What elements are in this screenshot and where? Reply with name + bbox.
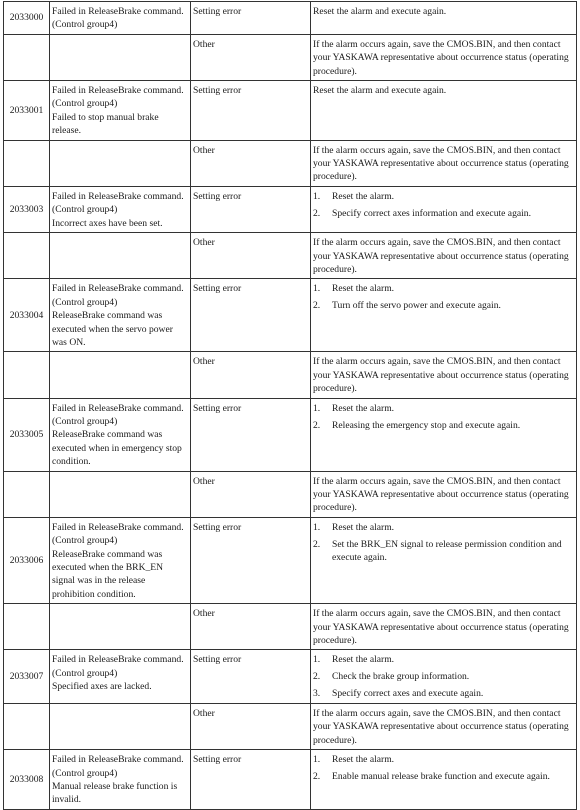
remedy-cell xyxy=(311,352,577,398)
step-number: 3. xyxy=(313,688,321,700)
table-row xyxy=(4,233,577,279)
step-text: Enable manual release brake function and execute again. xyxy=(332,771,550,783)
alarm-message-line: ReleaseBrake command was executed when the BRK_EN signal was in the release prohibition condition. xyxy=(52,548,164,600)
table-row xyxy=(4,750,577,810)
remedy-text: If the alarm occurs again, save the CMOS.BIN, and then contact your YASKAWA representative about occurrence status (operating procedure). xyxy=(313,38,569,77)
alarm-code-cell: 2033003 xyxy=(4,186,50,232)
step-number: 2. xyxy=(313,671,321,683)
alarm-code-cell xyxy=(4,34,50,80)
remedy-step xyxy=(313,299,574,312)
alarm-message-cell xyxy=(50,186,191,232)
remedy-steps xyxy=(313,753,574,783)
step-text: Reset the alarm. xyxy=(332,402,395,414)
remedy-text: If the alarm occurs again, save the CMOS.BIN, and then contact your YASKAWA representative about occurrence status (operating procedure). xyxy=(313,475,569,514)
table-row xyxy=(4,186,577,232)
step-number: 1. xyxy=(313,754,321,766)
table-row xyxy=(4,279,577,352)
alarm-code-cell: 2033000 xyxy=(4,2,50,35)
remedy-cell xyxy=(311,650,577,703)
cause-cell: Other xyxy=(191,140,311,186)
alarm-message-line: Failed to stop manual brake release. xyxy=(52,111,159,137)
alarm-message-cell xyxy=(50,233,191,279)
remedy-steps xyxy=(313,521,574,565)
cause-cell: Setting error xyxy=(191,398,311,471)
remedy-step xyxy=(313,282,574,295)
alarm-code-cell: 2033005 xyxy=(4,398,50,471)
cause-cell: Setting error xyxy=(191,81,311,141)
alarm-message-line: Failed in ReleaseBrake command. (Control group4) xyxy=(52,85,184,110)
alarm-message-line: Failed in ReleaseBrake command. (Control group4) xyxy=(52,283,184,308)
table-row xyxy=(4,471,577,517)
cause-cell: Other xyxy=(191,604,311,650)
remedy-text: If the alarm occurs again, save the CMOS.BIN, and then contact your YASKAWA representative about occurrence status (operating procedure). xyxy=(313,707,569,746)
remedy-cell xyxy=(311,398,577,471)
remedy-step xyxy=(313,753,574,766)
alarm-message-cell xyxy=(50,140,191,186)
cause-cell: Other xyxy=(191,233,311,279)
step-text: Reset the alarm. xyxy=(332,754,395,766)
step-text: Reset the alarm. xyxy=(332,283,395,295)
step-number: 1. xyxy=(313,654,321,666)
cause-cell: Setting error xyxy=(191,650,311,703)
step-text: Specify correct axes and execute again. xyxy=(332,688,484,700)
remedy-step xyxy=(313,207,574,220)
table-row xyxy=(4,34,577,80)
remedy-cell xyxy=(311,279,577,352)
remedy-text: If the alarm occurs again, save the CMOS.BIN, and then contact your YASKAWA representative about occurrence status (operating procedure). xyxy=(313,237,569,275)
alarm-code-cell: 2033008 xyxy=(4,750,50,810)
alarm-document xyxy=(3,1,577,810)
alarm-message-line: Failed in ReleaseBrake command. (Control group4) xyxy=(52,402,184,427)
alarm-message-cell xyxy=(50,34,191,80)
alarm-message-line: ReleaseBrake command was executed when the servo power was ON. xyxy=(52,310,173,348)
alarm-message-line: Failed in ReleaseBrake command. (Control group4) xyxy=(52,654,184,679)
remedy-step xyxy=(313,538,574,565)
step-text: Reset the alarm. xyxy=(332,654,395,666)
step-text: Set the BRK_EN signal to release permission condition and execute again. xyxy=(332,538,562,564)
table-row xyxy=(4,703,577,749)
remedy-cell xyxy=(311,233,577,279)
table-row xyxy=(4,604,577,650)
alarm-message-cell xyxy=(50,750,191,810)
cause-cell: Setting error xyxy=(191,279,311,352)
cause-cell: Setting error xyxy=(191,750,311,810)
remedy-cell xyxy=(311,34,577,80)
remedy-step xyxy=(313,521,574,534)
alarm-message-line: Manual release brake function is invalid. xyxy=(52,780,178,806)
alarm-message-cell xyxy=(50,352,191,398)
step-text: Reset the alarm. xyxy=(332,190,395,202)
alarm-message-cell xyxy=(50,604,191,650)
remedy-cell xyxy=(311,81,577,141)
alarm-message-cell xyxy=(50,703,191,749)
table-row xyxy=(4,2,577,35)
remedy-step xyxy=(313,190,574,203)
alarm-message-cell xyxy=(50,279,191,352)
step-number: 1. xyxy=(313,402,321,414)
remedy-text: Reset the alarm and execute again. xyxy=(313,85,447,97)
remedy-steps xyxy=(313,402,574,432)
cause-cell: Other xyxy=(191,352,311,398)
table-row xyxy=(4,398,577,471)
alarm-message-cell xyxy=(50,398,191,471)
remedy-cell xyxy=(311,604,577,650)
alarm-message-line: ReleaseBrake command was executed when in emergency stop condition. xyxy=(52,429,182,468)
alarm-message-cell xyxy=(50,517,191,603)
table-row xyxy=(4,352,577,398)
alarm-message-line: Failed in ReleaseBrake command. (Control group4) xyxy=(52,190,184,216)
cause-cell: Setting error xyxy=(191,2,311,35)
alarm-message-line: Incorrect axes have been set. xyxy=(52,217,163,229)
alarm-message-line: Failed in ReleaseBrake command. (Control group4) xyxy=(52,6,184,31)
alarm-code-cell xyxy=(4,233,50,279)
table-row xyxy=(4,650,577,703)
remedy-steps xyxy=(313,190,574,220)
alarm-message-cell xyxy=(50,650,191,703)
remedy-step xyxy=(313,670,574,683)
alarm-message-line: Specified axes are lacked. xyxy=(52,681,152,693)
remedy-cell xyxy=(311,517,577,603)
step-number: 2. xyxy=(313,207,321,219)
step-text: Turn off the servo power and execute again. xyxy=(332,300,501,312)
step-number: 1. xyxy=(313,521,321,533)
remedy-text: If the alarm occurs again, save the CMOS.BIN, and then contact your YASKAWA representative about occurrence status (operating procedure). xyxy=(313,144,569,183)
step-text: Releasing the emergency stop and execute again. xyxy=(332,419,521,431)
remedy-steps xyxy=(313,653,574,700)
alarm-code-cell: 2033004 xyxy=(4,279,50,352)
remedy-cell xyxy=(311,2,577,35)
alarm-code-cell: 2033007 xyxy=(4,650,50,703)
alarm-code-cell xyxy=(4,140,50,186)
cause-cell: Other xyxy=(191,703,311,749)
alarm-code-cell xyxy=(4,604,50,650)
remedy-cell xyxy=(311,140,577,186)
alarm-code-cell: 2033006 xyxy=(4,517,50,603)
alarm-message-cell xyxy=(50,471,191,517)
step-text: Specify correct axes information and execute again. xyxy=(332,207,531,219)
alarm-message-cell xyxy=(50,81,191,141)
remedy-step xyxy=(313,419,574,432)
step-text: Check the brake group information. xyxy=(332,671,470,683)
remedy-cell xyxy=(311,471,577,517)
alarm-code-cell: 2033001 xyxy=(4,81,50,141)
remedy-text: If the alarm occurs again, save the CMOS.BIN, and then contact your YASKAWA representative about occurrence status (operating procedure). xyxy=(313,608,569,647)
cause-cell: Other xyxy=(191,471,311,517)
table-row xyxy=(4,517,577,603)
step-number: 1. xyxy=(313,283,321,295)
step-number: 2. xyxy=(313,771,321,783)
table-row xyxy=(4,81,577,141)
cause-cell: Other xyxy=(191,34,311,80)
remedy-step xyxy=(313,687,574,700)
remedy-text: Reset the alarm and execute again. xyxy=(313,6,447,17)
remedy-step xyxy=(313,770,574,783)
alarm-code-cell xyxy=(4,352,50,398)
step-text: Reset the alarm. xyxy=(332,521,395,533)
step-number: 2. xyxy=(313,538,321,550)
alarm-message-line: Failed in ReleaseBrake command. (Control group4) xyxy=(52,754,184,779)
alarm-code-cell xyxy=(4,471,50,517)
remedy-step xyxy=(313,653,574,666)
remedy-steps xyxy=(313,282,574,312)
table-row xyxy=(4,140,577,186)
remedy-step xyxy=(313,402,574,415)
alarm-table xyxy=(3,1,577,810)
alarm-code-cell xyxy=(4,703,50,749)
remedy-cell xyxy=(311,703,577,749)
alarm-message-line: Failed in ReleaseBrake command. (Control group4) xyxy=(52,521,184,547)
remedy-cell xyxy=(311,750,577,810)
remedy-text: If the alarm occurs again, save the CMOS.BIN, and then contact your YASKAWA representative about occurrence status (operating procedure). xyxy=(313,356,569,395)
cause-cell: Setting error xyxy=(191,186,311,232)
step-number: 2. xyxy=(313,300,321,312)
remedy-cell xyxy=(311,186,577,232)
cause-cell: Setting error xyxy=(191,517,311,603)
alarm-message-cell xyxy=(50,2,191,35)
step-number: 2. xyxy=(313,419,321,431)
alarm-table-body xyxy=(4,2,577,810)
step-number: 1. xyxy=(313,190,321,202)
